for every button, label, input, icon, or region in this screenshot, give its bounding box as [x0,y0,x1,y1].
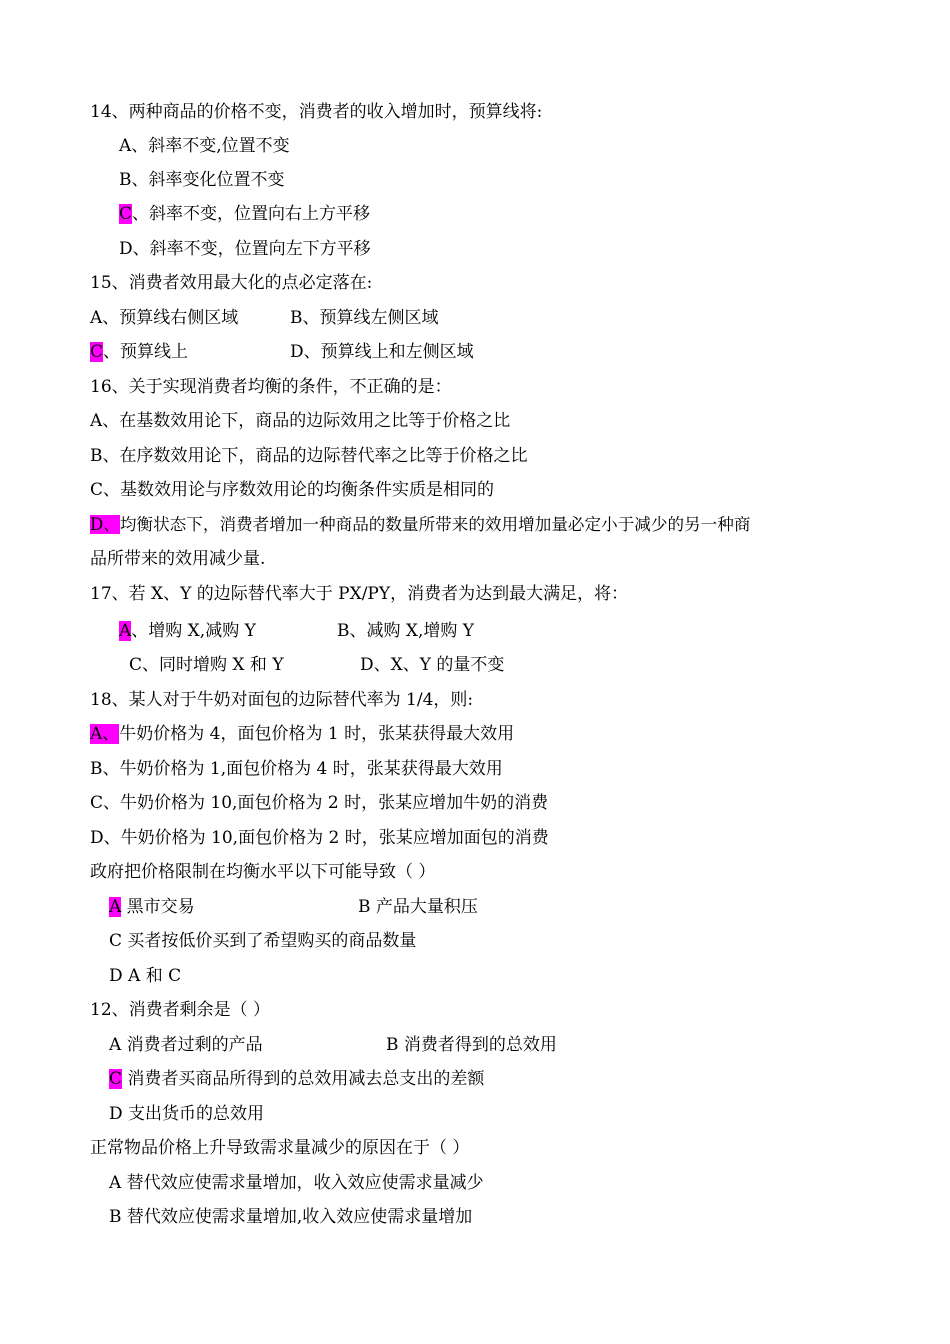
question-16-option-c: C、基数效用论与序数效用论的均衡条件实质是相同的 [90,480,495,500]
question-price-ceiling-option-b: B 产品大量积压 [358,897,478,917]
question-normal-goods-option-a: A 替代效应使需求量增加，收入效应使需求量减少 [109,1173,484,1193]
question-15-option-b: B、预算线左侧区域 [290,308,439,328]
question-price-ceiling-option-c: C 买者按低价买到了希望购买的商品数量 [109,931,417,951]
question-14-option-d: D、斜率不变，位置向左下方平移 [119,239,371,259]
question-17-option-c: C、同时增购 X 和 Y [129,655,284,675]
answer-highlight: C [119,204,133,224]
question-12-option-d: D 支出货币的总效用 [109,1104,265,1124]
question-14-option-b: B、斜率变化位置不变 [119,170,285,190]
question-price-ceiling-option-d: D A 和 C [109,966,182,986]
answer-highlight: C [90,342,104,362]
answer-highlight: D、 [90,515,120,534]
question-18-option-b: B、牛奶价格为 1,面包价格为 4 时，张某获得最大效用 [90,759,503,779]
question-16-option-a: A、在基数效用论下，商品的边际效用之比等于价格之比 [90,411,511,431]
question-17-option-d: D、X、Y 的量不变 [360,655,505,675]
question-price-ceiling-stem: 政府把价格限制在均衡水平以下可能导致（ ） [90,862,436,882]
question-12-option-c: C 消费者买商品所得到的总效用减去总支出的差额 [109,1069,485,1089]
answer-highlight: A [119,621,132,641]
answer-highlight: A [109,897,122,917]
question-15-option-a: A、预算线右侧区域 [90,308,239,328]
question-15-stem: 15、消费者效用最大化的点必定落在: [90,273,373,293]
question-normal-goods-stem: 正常物品价格上升导致需求量减少的原因在于（ ） [90,1138,470,1158]
question-15-option-c: C、预算线上 [90,342,189,362]
question-14-option-c: C、斜率不变，位置向右上方平移 [119,204,371,224]
question-14-stem: 14、两种商品的价格不变，消费者的收入增加时，预算线将: [90,102,543,122]
question-14-option-a: A、斜率不变,位置不变 [119,136,290,156]
question-18-option-d: D、牛奶价格为 10,面包价格为 2 时，张某应增加面包的消费 [90,828,549,848]
question-12-option-b: B 消费者得到的总效用 [386,1035,557,1055]
question-12-stem: 12、消费者剩余是（ ） [90,1000,271,1020]
question-price-ceiling-option-a: A 黑市交易 [109,897,195,917]
question-17-stem: 17、若 X、Y 的边际替代率大于 PX/PY，消费者为达到最大满足，将： [90,584,629,604]
question-16-option-b: B、在序数效用论下，商品的边际替代率之比等于价格之比 [90,446,528,466]
question-18-option-c: C、牛奶价格为 10,面包价格为 2 时，张某应增加牛奶的消费 [90,793,549,813]
question-17-option-a: A、增购 X,减购 Y [119,621,256,641]
question-16-option-d: D、均衡状态下，消费者增加一种商品的数量所带来的效用增加量必定小于减少的另一种商 [90,515,751,534]
question-12-option-a: A 消费者过剩的产品 [109,1035,263,1055]
question-15-option-d: D、预算线上和左侧区域 [290,342,474,362]
question-normal-goods-option-b: B 替代效应使需求量增加,收入效应使需求量增加 [109,1207,473,1227]
answer-highlight: C [109,1069,123,1089]
answer-highlight: A、 [90,724,120,744]
question-18-stem: 18、某人对于牛奶对面包的边际替代率为 1/4，则: [90,690,474,710]
question-16-stem: 16、关于实现消费者均衡的条件，不正确的是： [90,377,452,397]
question-17-option-b: B、减购 X,增购 Y [337,621,475,641]
question-18-option-a: A、牛奶价格为 4，面包价格为 1 时，张某获得最大效用 [90,724,515,744]
question-16-option-d-continued: 品所带来的效用减少量. [90,549,266,569]
